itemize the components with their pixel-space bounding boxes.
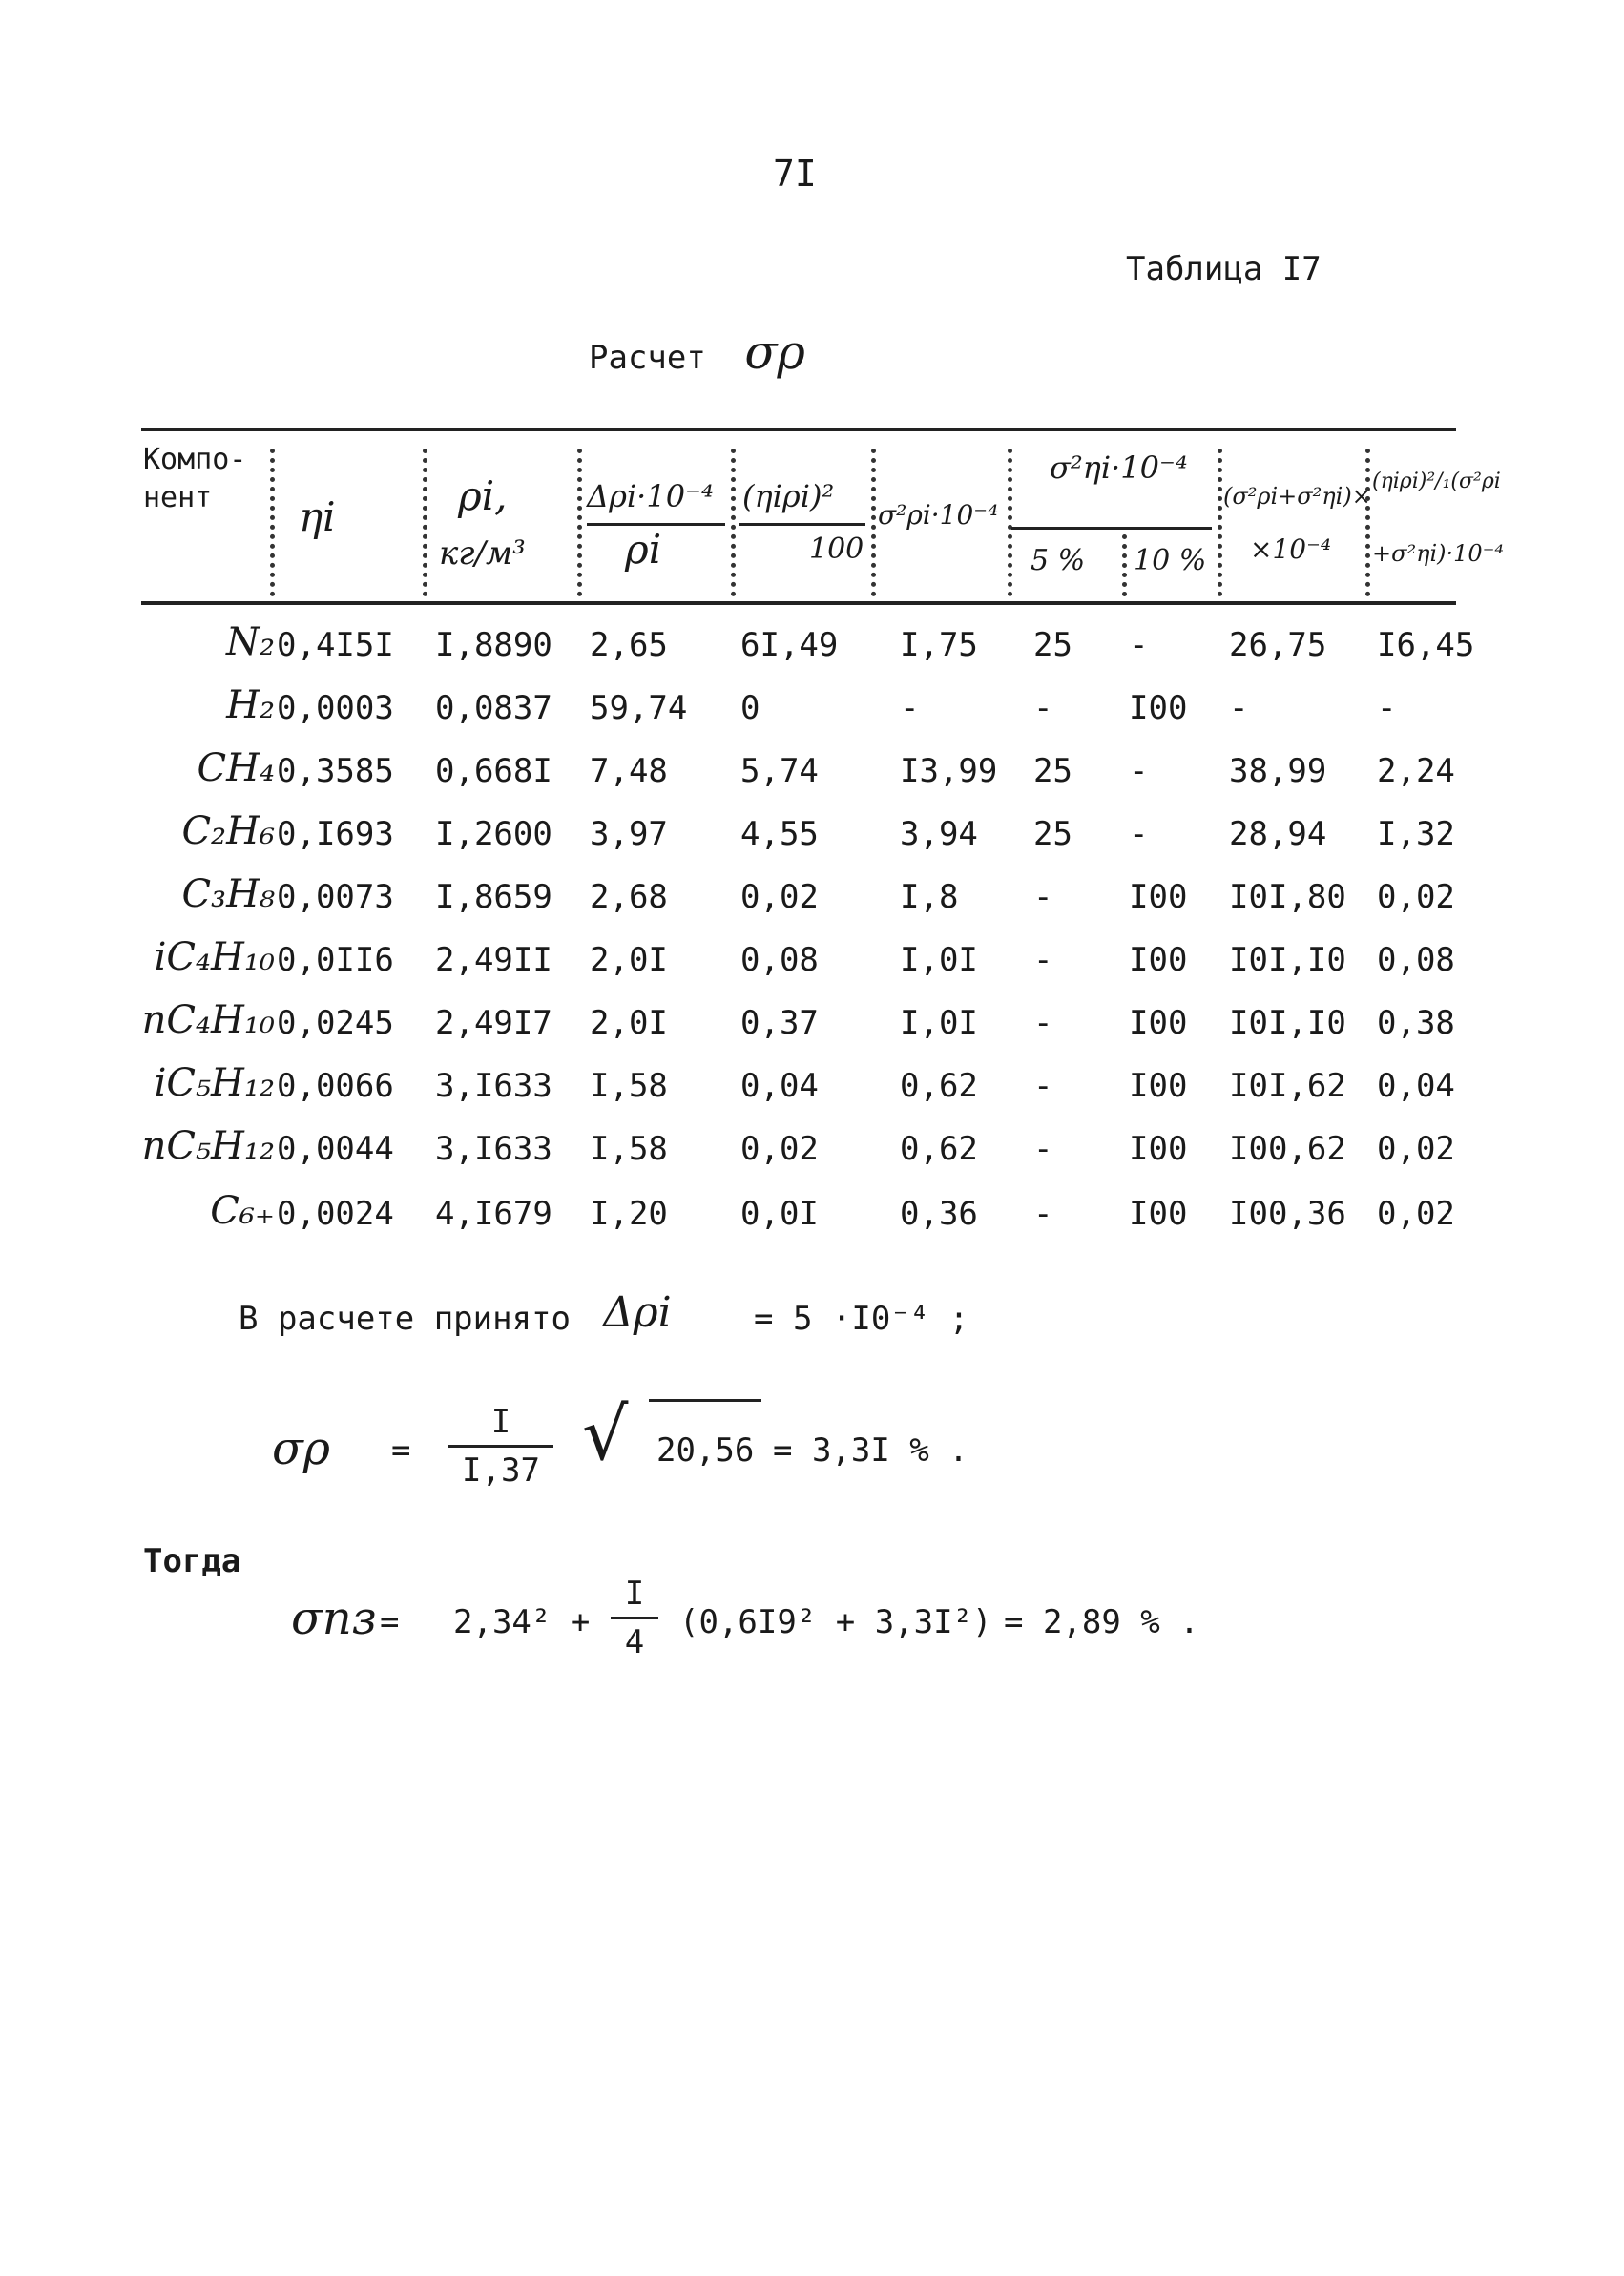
caption-symbol: σρ bbox=[744, 324, 805, 380]
row-component: iC₄H₁₀ bbox=[154, 935, 275, 979]
cell-s10: I00 bbox=[1129, 878, 1188, 916]
header-sigma-eta-10: 10 % bbox=[1134, 544, 1207, 577]
formula2-num: I bbox=[624, 1575, 645, 1613]
header-eta-rho-den: 100 bbox=[809, 532, 864, 566]
cell-s10: I00 bbox=[1129, 1067, 1188, 1105]
formula2-lhs: σпз bbox=[291, 1592, 377, 1645]
cell-s10: I00 bbox=[1129, 1195, 1188, 1233]
cell-sum: 38,99 bbox=[1229, 752, 1327, 790]
cell-s10: - bbox=[1129, 752, 1149, 790]
table-header-rule bbox=[141, 601, 1456, 605]
cell-rho: 2,49I7 bbox=[435, 1004, 552, 1042]
cell-sr: I,75 bbox=[900, 626, 978, 664]
cell-s5: - bbox=[1033, 941, 1053, 979]
cell-rho: I,2600 bbox=[435, 815, 552, 853]
cell-er: 4,55 bbox=[740, 815, 819, 853]
cell-sum: - bbox=[1229, 689, 1249, 727]
cell-s10: I00 bbox=[1129, 1004, 1188, 1042]
cell-drho: 2,0I bbox=[590, 941, 668, 979]
cell-eta: 0,3585 bbox=[277, 752, 394, 790]
cell-rho: 4,I679 bbox=[435, 1195, 552, 1233]
table-caption bbox=[589, 324, 805, 380]
formula1-lhs: σρ bbox=[272, 1422, 330, 1475]
cell-sr: I,0I bbox=[900, 1004, 978, 1042]
formula1-radicand: 20,56 bbox=[656, 1431, 755, 1470]
formula1-den: I,37 bbox=[462, 1451, 540, 1490]
cell-s5: - bbox=[1033, 1195, 1053, 1233]
cell-drho: 7,48 bbox=[590, 752, 668, 790]
formula2-eq: = bbox=[380, 1603, 400, 1641]
header-eta: ηi bbox=[299, 493, 336, 540]
cell-s10: I00 bbox=[1129, 1130, 1188, 1168]
cell-sum: 28,94 bbox=[1229, 815, 1327, 853]
table-row bbox=[141, 683, 1456, 737]
formula1-root: √ bbox=[582, 1391, 629, 1476]
cell-drho: 2,0I bbox=[590, 1004, 668, 1042]
cell-eta: 0,0024 bbox=[277, 1195, 394, 1233]
row-component: N₂ bbox=[225, 620, 275, 664]
cell-prod: 0,08 bbox=[1377, 941, 1455, 979]
formula1-result: = 3,3I % . bbox=[773, 1431, 968, 1470]
cell-rho: 2,49II bbox=[435, 941, 552, 979]
cell-eta: 0,0066 bbox=[277, 1067, 394, 1105]
table-row bbox=[141, 998, 1456, 1052]
cell-drho: I,20 bbox=[590, 1195, 668, 1233]
header-component: Компо- нент bbox=[143, 443, 247, 514]
cell-sum: I0I,I0 bbox=[1229, 941, 1346, 979]
table-label: Таблица I7 bbox=[1126, 250, 1322, 288]
col-separator bbox=[1122, 534, 1127, 596]
table-row bbox=[141, 746, 1456, 800]
cell-sr: - bbox=[900, 689, 920, 727]
cell-s5: - bbox=[1033, 689, 1053, 727]
formula2-fraction bbox=[611, 1575, 658, 1661]
row-component: nC₅H₁₂ bbox=[141, 1124, 275, 1168]
cell-s5: 25 bbox=[1033, 815, 1072, 853]
cell-drho: I,58 bbox=[590, 1130, 668, 1168]
cell-er: 0,0I bbox=[740, 1195, 819, 1233]
cell-rho: 3,I633 bbox=[435, 1067, 552, 1105]
cell-s5: 25 bbox=[1033, 626, 1072, 664]
cell-prod: 0,02 bbox=[1377, 1195, 1455, 1233]
cell-s5: - bbox=[1033, 878, 1053, 916]
cell-rho: I,8659 bbox=[435, 878, 552, 916]
cell-prod: 2,24 bbox=[1377, 752, 1455, 790]
row-component: nC₄H₁₀ bbox=[141, 998, 275, 1042]
cell-er: 0,02 bbox=[740, 1130, 819, 1168]
sigma-eta-underline bbox=[1011, 527, 1212, 530]
note-prefix: В расчете принято bbox=[239, 1300, 571, 1338]
cell-sr: 0,62 bbox=[900, 1067, 978, 1105]
cell-drho: 3,97 bbox=[590, 815, 668, 853]
cell-drho: 59,74 bbox=[590, 689, 688, 727]
table-row bbox=[141, 1189, 1456, 1242]
formula1-num: I bbox=[490, 1403, 511, 1441]
cell-er: 0 bbox=[740, 689, 760, 727]
cell-er: 0,37 bbox=[740, 1004, 819, 1042]
col-separator bbox=[423, 449, 427, 596]
row-component: C₃H₈ bbox=[181, 872, 275, 916]
formula2-a: 2,34² + bbox=[453, 1603, 591, 1641]
cell-drho: 2,68 bbox=[590, 878, 668, 916]
note-value: = 5 ·I0⁻⁴ ; bbox=[754, 1300, 969, 1338]
row-component: CH₄ bbox=[197, 746, 275, 790]
cell-s10: I00 bbox=[1129, 941, 1188, 979]
cell-er: 0,02 bbox=[740, 878, 819, 916]
header-sum-sigma: (σ²ρi+σ²ηi)× bbox=[1223, 483, 1371, 510]
header-drho-num: Δρi·10⁻⁴ bbox=[587, 478, 714, 514]
cell-s10: I00 bbox=[1129, 689, 1188, 727]
table-row bbox=[141, 809, 1456, 863]
table-row bbox=[141, 1124, 1456, 1178]
formula1-fraction bbox=[448, 1403, 553, 1490]
cell-sr: 0,36 bbox=[900, 1195, 978, 1233]
cell-s5: - bbox=[1033, 1004, 1053, 1042]
cell-eta: 0,4I5I bbox=[277, 626, 394, 664]
cell-sr: I,0I bbox=[900, 941, 978, 979]
cell-prod: 0,02 bbox=[1377, 1130, 1455, 1168]
header-product: (ηiρi)²/₁(σ²ρi bbox=[1372, 470, 1501, 493]
page-number: 7I bbox=[773, 153, 817, 195]
cell-rho: 3,I633 bbox=[435, 1130, 552, 1168]
formula2-b: (0,6I9² + 3,3I²) bbox=[679, 1603, 992, 1641]
col-separator bbox=[1218, 449, 1222, 596]
cell-eta: 0,0245 bbox=[277, 1004, 394, 1042]
note-line bbox=[239, 1300, 571, 1338]
table-row bbox=[141, 935, 1456, 989]
header-sigma-eta-5: 5 % bbox=[1031, 544, 1086, 577]
header-sigma-rho: σ²ρi·10⁻⁴ bbox=[878, 499, 999, 531]
table-row bbox=[141, 1061, 1456, 1115]
row-component: H₂ bbox=[226, 683, 275, 727]
cell-sr: 3,94 bbox=[900, 815, 978, 853]
cell-sum: I00,36 bbox=[1229, 1195, 1346, 1233]
table-top-rule bbox=[141, 428, 1456, 431]
col-separator bbox=[871, 449, 876, 596]
cell-er: 0,08 bbox=[740, 941, 819, 979]
cell-s5: - bbox=[1033, 1130, 1053, 1168]
col-separator bbox=[1365, 449, 1370, 596]
caption-text: Расчет bbox=[589, 339, 706, 377]
cell-s10: - bbox=[1129, 815, 1149, 853]
header-sum-sigma-2: ×10⁻⁴ bbox=[1250, 533, 1332, 565]
cell-sum: 26,75 bbox=[1229, 626, 1327, 664]
cell-rho: 0,668I bbox=[435, 752, 552, 790]
then-label: Тогда bbox=[143, 1542, 241, 1580]
row-component: iC₅H₁₂ bbox=[154, 1061, 275, 1105]
cell-er: 6I,49 bbox=[740, 626, 839, 664]
table-row bbox=[141, 620, 1475, 674]
cell-eta: 0,0II6 bbox=[277, 941, 394, 979]
formula1-root-bar bbox=[649, 1399, 761, 1402]
row-component: C₂H₆ bbox=[181, 809, 275, 853]
cell-rho: 0,0837 bbox=[435, 689, 552, 727]
header-rho-unit: кг/м³ bbox=[439, 534, 526, 573]
cell-rho: I,8890 bbox=[435, 626, 552, 664]
cell-drho: I,58 bbox=[590, 1067, 668, 1105]
cell-sr: I3,99 bbox=[900, 752, 998, 790]
cell-sum: I00,62 bbox=[1229, 1130, 1346, 1168]
header-sigma-eta: σ²ηi·10⁻⁴ bbox=[1050, 449, 1188, 486]
formula1-eq: = bbox=[391, 1431, 411, 1470]
row-component: C₆₊ bbox=[210, 1189, 275, 1233]
col-separator bbox=[270, 449, 275, 596]
cell-sr: I,8 bbox=[900, 878, 959, 916]
cell-er: 5,74 bbox=[740, 752, 819, 790]
cell-sum: I0I,80 bbox=[1229, 878, 1346, 916]
header-eta-rho-bar bbox=[739, 523, 865, 526]
formula2-result: = 2,89 % . bbox=[1004, 1603, 1199, 1641]
cell-prod: I6,45 bbox=[1377, 626, 1475, 664]
col-separator bbox=[1008, 449, 1012, 596]
table-row bbox=[141, 872, 1456, 926]
cell-s10: - bbox=[1129, 626, 1149, 664]
cell-sr: 0,62 bbox=[900, 1130, 978, 1168]
cell-eta: 0,0073 bbox=[277, 878, 394, 916]
header-drho-den: ρi bbox=[625, 526, 662, 573]
cell-sum: I0I,62 bbox=[1229, 1067, 1346, 1105]
formula2-bar bbox=[611, 1617, 658, 1619]
cell-sum: I0I,I0 bbox=[1229, 1004, 1346, 1042]
cell-eta: 0,0044 bbox=[277, 1130, 394, 1168]
col-separator bbox=[577, 449, 582, 596]
header-rho: ρi, bbox=[458, 472, 508, 519]
cell-prod: 0,02 bbox=[1377, 878, 1455, 916]
cell-prod: 0,38 bbox=[1377, 1004, 1455, 1042]
cell-s5: 25 bbox=[1033, 752, 1072, 790]
cell-prod: I,32 bbox=[1377, 815, 1455, 853]
cell-eta: 0,0003 bbox=[277, 689, 394, 727]
cell-er: 0,04 bbox=[740, 1067, 819, 1105]
formula1-bar bbox=[448, 1445, 553, 1448]
cell-s5: - bbox=[1033, 1067, 1053, 1105]
cell-prod: 0,04 bbox=[1377, 1067, 1455, 1105]
formula2-den: 4 bbox=[624, 1623, 645, 1661]
cell-drho: 2,65 bbox=[590, 626, 668, 664]
header-product-2: +σ²ηi)·10⁻⁴ bbox=[1372, 540, 1504, 567]
cell-prod: - bbox=[1377, 689, 1397, 727]
header-eta-rho-num: (ηiρi)² bbox=[742, 478, 835, 514]
note-symbol: Δρi bbox=[603, 1288, 672, 1337]
cell-eta: 0,I693 bbox=[277, 815, 394, 853]
col-separator bbox=[731, 449, 736, 596]
